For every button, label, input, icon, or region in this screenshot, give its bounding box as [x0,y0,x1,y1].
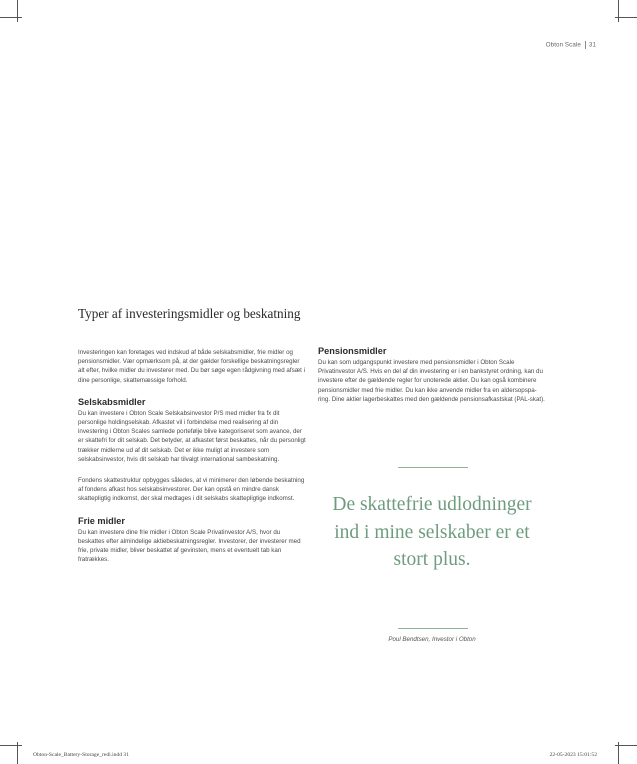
intro-paragraph: Investeringen kan foretages ved indskud af både selskabsmidler, frie midler og pensionsmidler. Vær opmærksom på, at der gælder forskellige beskatningsregler alt efter, hvilke midler du investerer med. Du bør søge egen rådgivning med afsæt i dine personlige, skattemæssige forhold. [78,349,305,384]
right-column [318,346,546,416]
pull-quote: De skattefrie udlodninger ind i mine selskaber er et stort plus. [332,494,532,570]
crop-mark [618,0,619,22]
left-column [78,348,306,576]
header-brand: Obton Scale [545,41,581,49]
selskabsmidler-heading: Selskabsmidler [78,396,146,407]
frie-midler-heading: Frie midler [78,515,125,526]
crop-mark [17,0,18,22]
pensionsmidler-paragraph: Du kan som udgangspunkt investere med pensionsmidler i Obton Scale Privatinvestor A/S. Hvis en del af din investering er i en bankstyret ordning, kan du investere efter de gældende regler for unoterede aktier. Du kan også kombinere pensionsmidler med frie midler. Du kan ikke anvende midler fra en aldersopsparing. Dine aktier lagerbeskattes med den gældende pensionsafkastskat (PAL-skat). [318,359,545,403]
quote-attribution: Poul Bendtsen, Investor i Obton [388,636,476,643]
quote-top-rule [398,467,468,468]
crop-mark [0,17,22,18]
fond-paragraph: Fondens skattestruktur opbygges således, at vi minimerer den løbende beskatning af fondens afkast hos selskabsinvestorer. Der kan opstå en mindre dansk skattepligtig indkomst, der skal medtages i dit selskabs skattepligtige indkomst. [78,477,305,503]
frie-midler-paragraph: Du kan investere dine frie midler i Obton Scale Privatinvestor A/S, hvor du beskattes efter almindelige aktiebeskatningsregler. Investorer, der investerer med frie, private midler, bliver beskattet af gevinsten, mens et eventuelt tab kan fratrækkes. [78,528,301,564]
crop-mark [615,745,637,746]
pensionsmidler-heading: Pensionsmidler [318,346,387,356]
crop-mark [615,17,637,18]
selskabsmidler-paragraph: Du kan investere i Obton Scale Selskabsinvestor P/S med midler fra fx dit personlige holdingselskab. Afkastet vil i forbindelse med realisering af din investering i Obton Scales samlede portefølje blive kategoriseret som avance, der er skattefri for dit selskab. Det betyder, at afkastet først beskattes, når du personligt trækker midlerne ud af dit selskab. Det er ikke muligt at investere som selskabsinvestor, hvis dit selskab har tilvalgt international sambeskatning. [78,409,306,463]
page-title: Typer af investeringsmidler og beskatning [78,306,301,321]
quote-bottom-rule [398,628,468,629]
header-divider [585,41,586,49]
crop-mark [0,745,22,746]
running-header [546,41,596,49]
footer-file-slug: Obton-Scale_Battery-Storage_redi.indd 31 [33,752,130,758]
footer-timestamp: 22-05-2023 15:01:52 [549,752,597,758]
page-number: 31 [588,41,596,49]
